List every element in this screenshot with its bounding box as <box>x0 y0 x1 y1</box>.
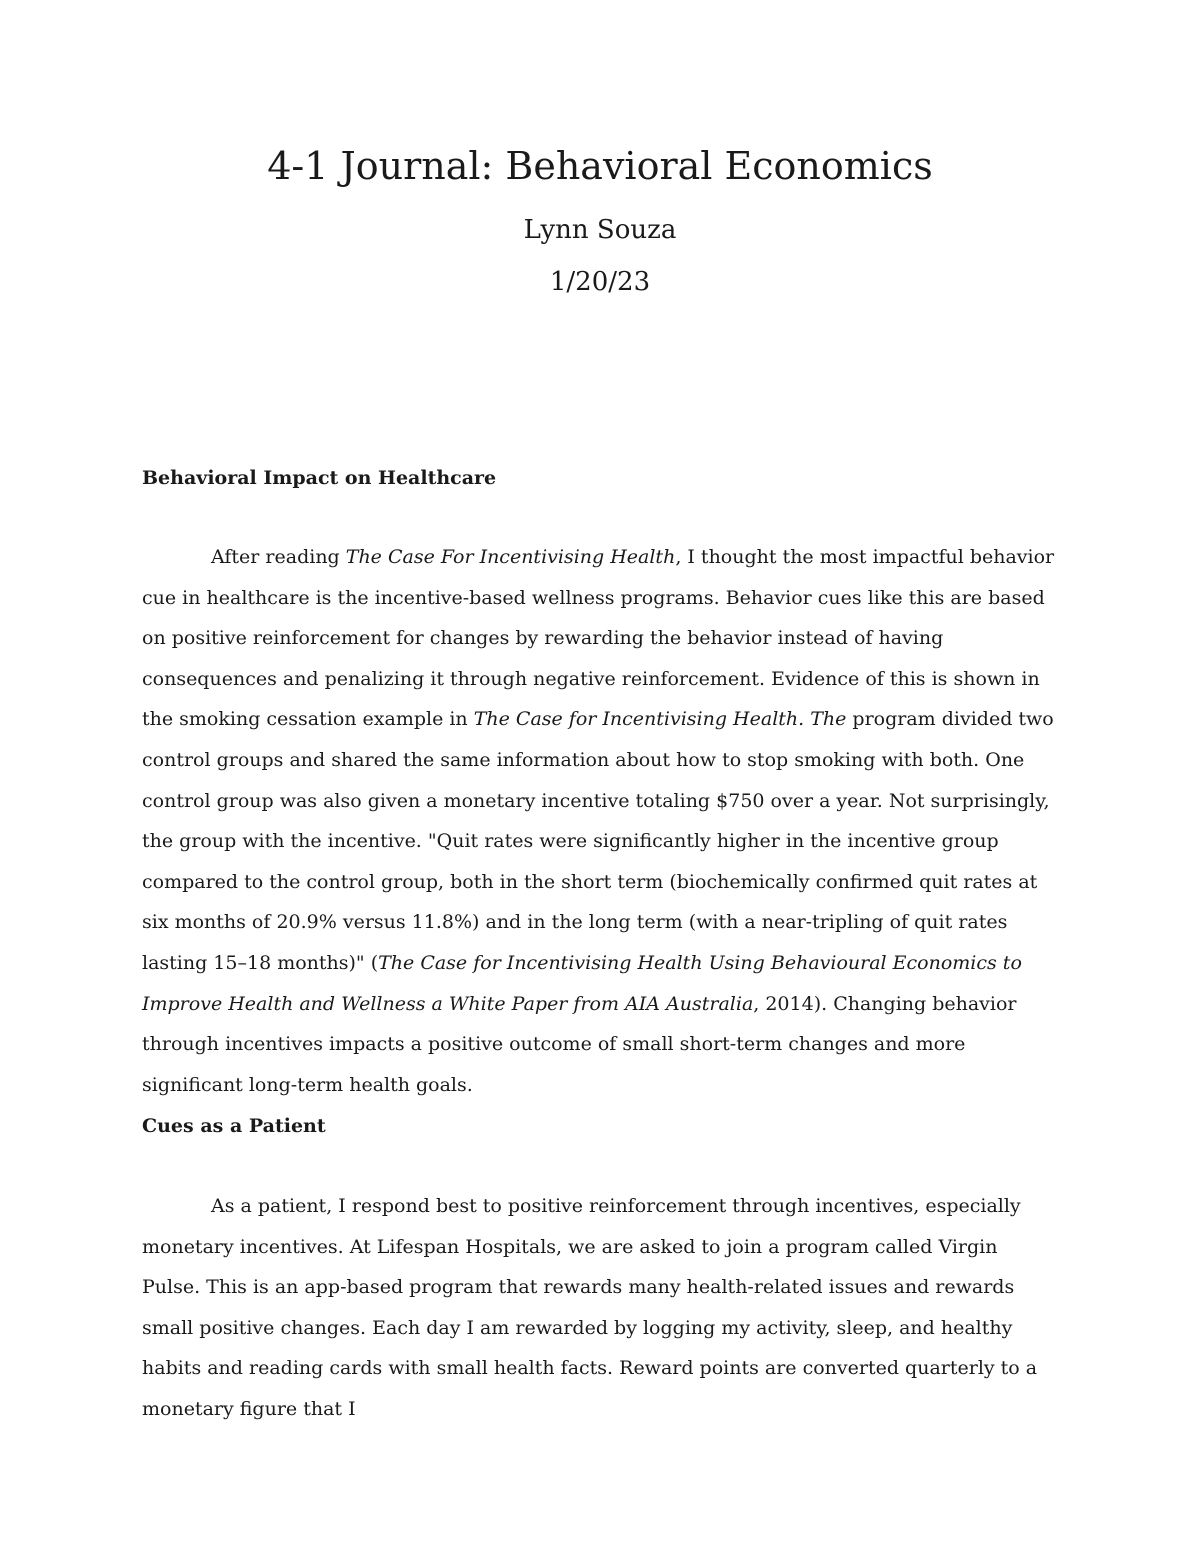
paragraph-text: program divided two control groups and shared the same information about how to stop smoking with both. One control group was also given a monetary incentive totaling $750 over a year. Not surprisingly, the group with the incentive. "Quit rates were significantly higher in the incentive group compared to the control group, both in the short term (biochemically confirmed quit rates at six months of 20.9% versus 11.8%) and in the long term (with a near-tripling of quit rates lasting 15–18 months)" ( <box>142 708 1054 974</box>
section-heading-behavioral-impact: Behavioral Impact on Healthcare <box>142 467 497 489</box>
paragraph-text: , I thought the most impactful behavior cue in healthcare is the incentive-based wellness programs. Behavior cues like this are based on positive reinforcement for changes by rewarding the behavior instead of having consequences and penalizing it through negative reinforcement. Evidence of this is shown in the smoking cessation example in <box>142 546 1055 731</box>
paragraph-text: As a patient, I respond best to positive reinforcement through incentives, especially monetary incentives. At Lifespan Hospitals, we are asked to join a program called Virgin Pulse. This is an app-based program that rewards many health-related issues and rewards small positive changes. Each day I am rewarded by logging my activity, sleep, and healthy habits and reading cards with small health facts. Reward points are converted quarterly to a monetary figure that I <box>142 1195 1038 1420</box>
document-title: 4-1 Journal: Behavioral Economics <box>267 144 933 188</box>
section-paragraph-cues-as-patient <box>142 1186 1058 1430</box>
section-heading-cues-as-patient: Cues as a Patient <box>142 1115 326 1137</box>
paragraph-text: After reading <box>211 546 346 568</box>
document-date: 1/20/23 <box>549 267 651 297</box>
paragraph-citation-title: The Case for Incentivising Health. The <box>473 708 847 731</box>
paragraph-citation-title: The Case for Incentivising Health Using Behavioural Economics to Improve Health and Wellness a White Paper from AIA Australia <box>142 951 1022 1015</box>
paragraph-citation-title: The Case For Incentivising Health <box>345 546 676 568</box>
document-author: Lynn Souza <box>523 215 677 245</box>
paragraph-text: , 2014). Changing behavior through incentives impacts a positive outcome of small short-term changes and more significant long-term health goals. <box>142 992 1017 1096</box>
section-paragraph-behavioral-impact <box>142 537 1058 1105</box>
